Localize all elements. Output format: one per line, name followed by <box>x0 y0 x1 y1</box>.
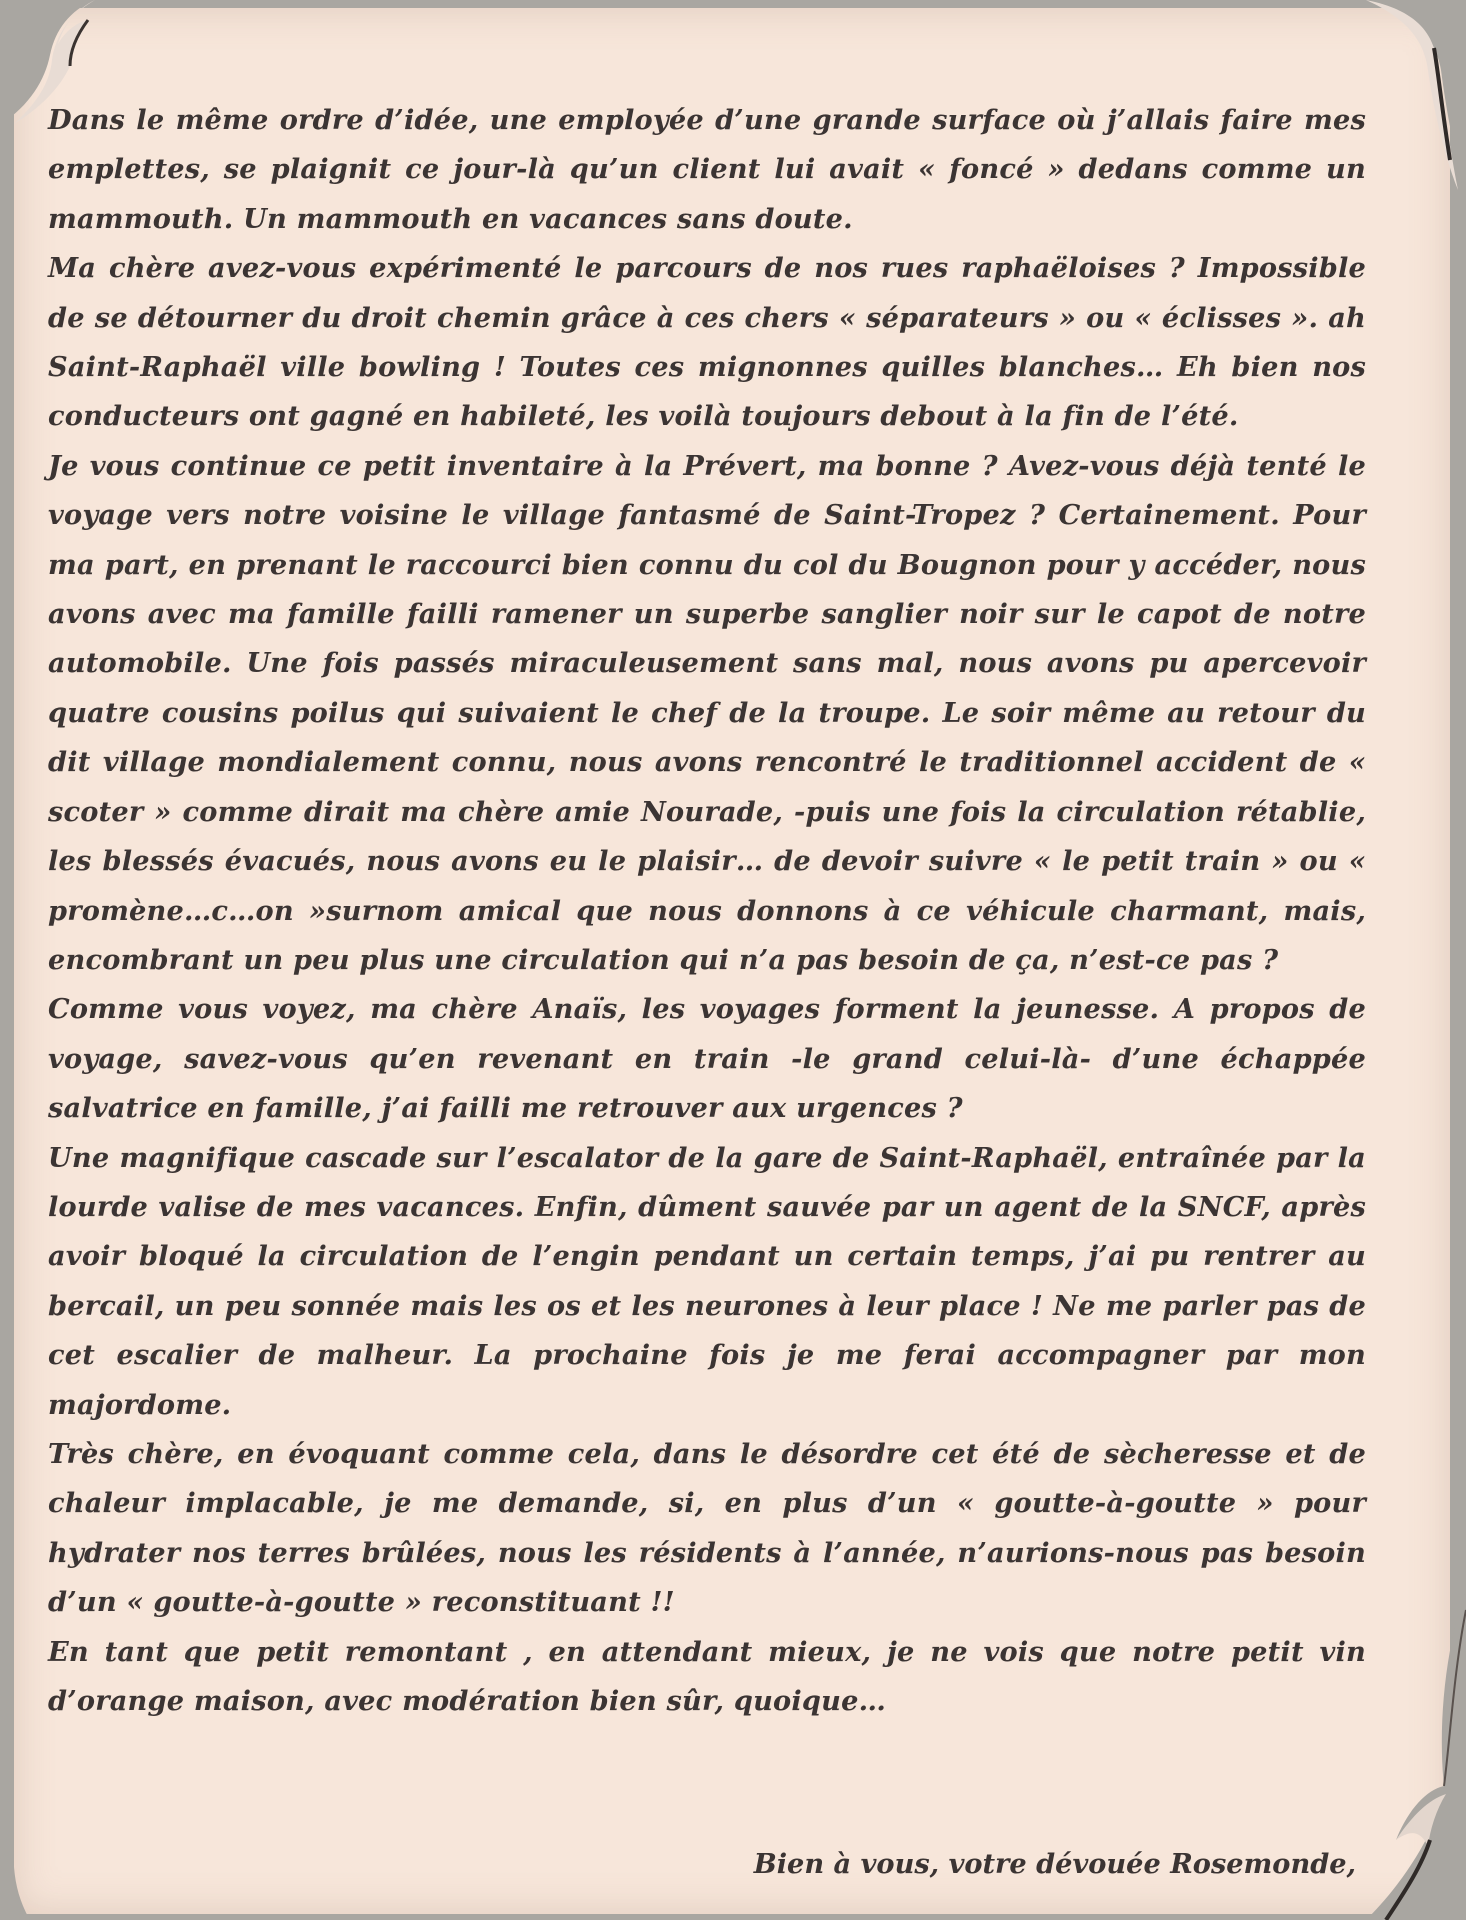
letter-paragraph: Ma chère avez-vous expérimenté le parcours de nos rues raphaëloises ? Impossible de se détourner du droit chemin grâce à ces chers « séparateurs » ou « éclisses ». ah Saint-Raphaël ville bowling ! Toutes ces mignonnes quilles blanches… Eh bien nos conducteurs ont gagné en habileté, les voilà toujours debout à la fin de l’été. <box>48 252 1366 433</box>
letter-body <box>48 96 1366 1726</box>
bottom-left-curl-decoration <box>0 1840 40 1920</box>
letter-paragraph: Une magnifique cascade sur l’escalator de la gare de Saint-Raphaël, entraînée par la lourde valise de mes vacances. Enfin, dûment sauvée par un agent de la SNCF, après avoir bloqué la circulation de l’engin pendant un certain temps, j’ai pu rentrer au bercail, un peu sonnée mais les os et les neurones à leur place ! Ne me parler pas de cet escalier de malheur. La prochaine fois je me ferai accompagner par mon majordome. <box>48 1141 1366 1421</box>
letter-paragraph: En tant que petit remontant , en attendant mieux, je ne vois que notre petit vin d’orange maison, avec modération bien sûr, quoique… <box>48 1635 1366 1717</box>
letter-signature: Bien à vous, votre dévouée Rosemonde, <box>753 1848 1356 1880</box>
letter-paragraph: Je vous continue ce petit inventaire à la Prévert, ma bonne ? Avez-vous déjà tenté le voyage vers notre voisine le village fantasmé de Saint-Tropez ? Certainement. Pour ma part, en prenant le raccourci bien connu du col du Bougnon pour y accéder, nous avons avec ma famille failli ramener un superbe sanglier noir sur le capot de notre automobile. Une fois passés miraculeusement sans mal, nous avons pu apercevoir quatre cousins poilus qui suivaient le chef de la troupe. Le soir même au retour du dit village mondialement connu, nous avons rencontré le traditionnel accident de « scoter » comme dirait ma chère amie Nourade, -puis une fois la circulation rétablie, les blessés évacués, nous avons eu le plaisir… de devoir suivre « le petit train » ou « promène…c…on »surnom amical que nous donnons à ce véhicule charmant, mais, encombrant un peu plus une circulation qui n’a pas besoin de ça, n’est-ce pas ? <box>48 449 1366 976</box>
letter-paragraph: Très chère, en évoquant comme cela, dans le désordre cet été de sècheresse et de chaleur implacable, je me demande, si, en plus d’un « goutte-à-goutte » pour hydrater nos terres brûlées, nous les résidents à l’année, n’aurions-nous pas besoin d’un « goutte-à-goutte » reconstituant !! <box>48 1437 1366 1619</box>
letter-paragraph: Comme vous voyez, ma chère Anaïs, les voyages forment la jeunesse. A propos de voyage, savez-vous qu’en revenant en train -le grand celui-là- d’une échappée salvatrice en famille, j’ai failli me retrouver aux urgences ? <box>48 993 1366 1125</box>
letter-paragraph: Dans le même ordre d’idée, une employée d’une grande surface où j’allais faire mes emplettes, se plaignit ce jour-là qu’un client lui avait « foncé » dedans comme un mammouth. Un mammouth en vacances sans doute. <box>48 104 1366 235</box>
